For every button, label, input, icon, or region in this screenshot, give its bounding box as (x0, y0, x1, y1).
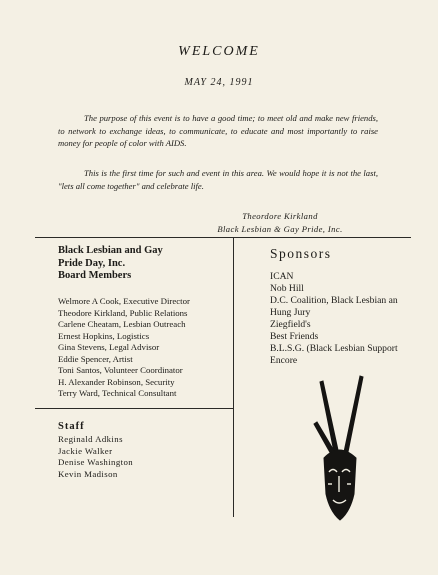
board-heading (58, 245, 228, 283)
event-date: MAY 24, 1991 (184, 77, 254, 88)
list-item: B.L.S.G. (Black Lesbian Support (270, 343, 398, 354)
list-item: H. Alexander Robinson, Security (58, 376, 175, 387)
signature-organization: Black Lesbian & Gay Pride, Inc. (217, 224, 343, 234)
list-item: Ernest Hopkins, Logistics (58, 330, 150, 341)
list-item: Hung Jury (270, 307, 311, 318)
list-item: Carlene Cheatam, Lesbian Outreach (58, 319, 186, 329)
board-heading-line: Pride Day, Inc. (58, 257, 126, 269)
list-item: Jackie Walker (58, 445, 113, 456)
page-title: WELCOME (178, 44, 260, 59)
list-item: Theodore Kirkland, Public Relations (58, 307, 188, 318)
list-item: Toni Santos, Volunteer Coordinator (58, 365, 183, 375)
list-item: Welmore A Cook, Executive Director (58, 296, 190, 306)
list-item: Denise Washington (58, 457, 134, 467)
sponsors-heading: Sponsors (270, 246, 332, 261)
list-item: Ziegfield's (270, 319, 311, 330)
section-divider-staff (35, 408, 233, 409)
list-item: Nob Hill (270, 283, 304, 294)
board-heading-line: Board Members (58, 270, 132, 281)
list-item: Terry Ward, Technical Consultant (58, 388, 177, 398)
intro-paragraph-1: The purpose of this event is to have a good time; to meet old and make new friends, to network to exchange ideas, to communicate, to educate and most importantly to raise money for people of color with AIDS. (58, 113, 378, 148)
column-divider (233, 237, 234, 517)
signature-name: Theordore Kirkland (242, 211, 318, 221)
intro-paragraph-2: This is the first time for such and event in this area. We would hope it is not the last, "lets all come together" and celebrate life. (58, 168, 378, 191)
board-heading-line: Black Lesbian and Gay (58, 245, 163, 256)
section-divider-top (35, 237, 411, 238)
list-item: Reginald Adkins (58, 434, 123, 444)
sponsors-list (270, 271, 398, 367)
list-item: Encore (270, 355, 298, 366)
list-item: D.C. Coalition, Black Lesbian an (270, 295, 398, 306)
board-members-list (58, 296, 233, 400)
list-item: Kevin Madison (58, 468, 118, 479)
signature-block (190, 210, 370, 236)
list-item: Gina Stevens, Legal Advisor (58, 342, 160, 352)
african-mask-icon (310, 372, 368, 524)
list-item: ICAN (270, 271, 294, 282)
staff-list (58, 434, 133, 480)
list-item: Eddie Spencer, Artist (58, 353, 133, 364)
list-item: Best Friends (270, 331, 319, 342)
staff-heading: Staff (58, 421, 85, 432)
